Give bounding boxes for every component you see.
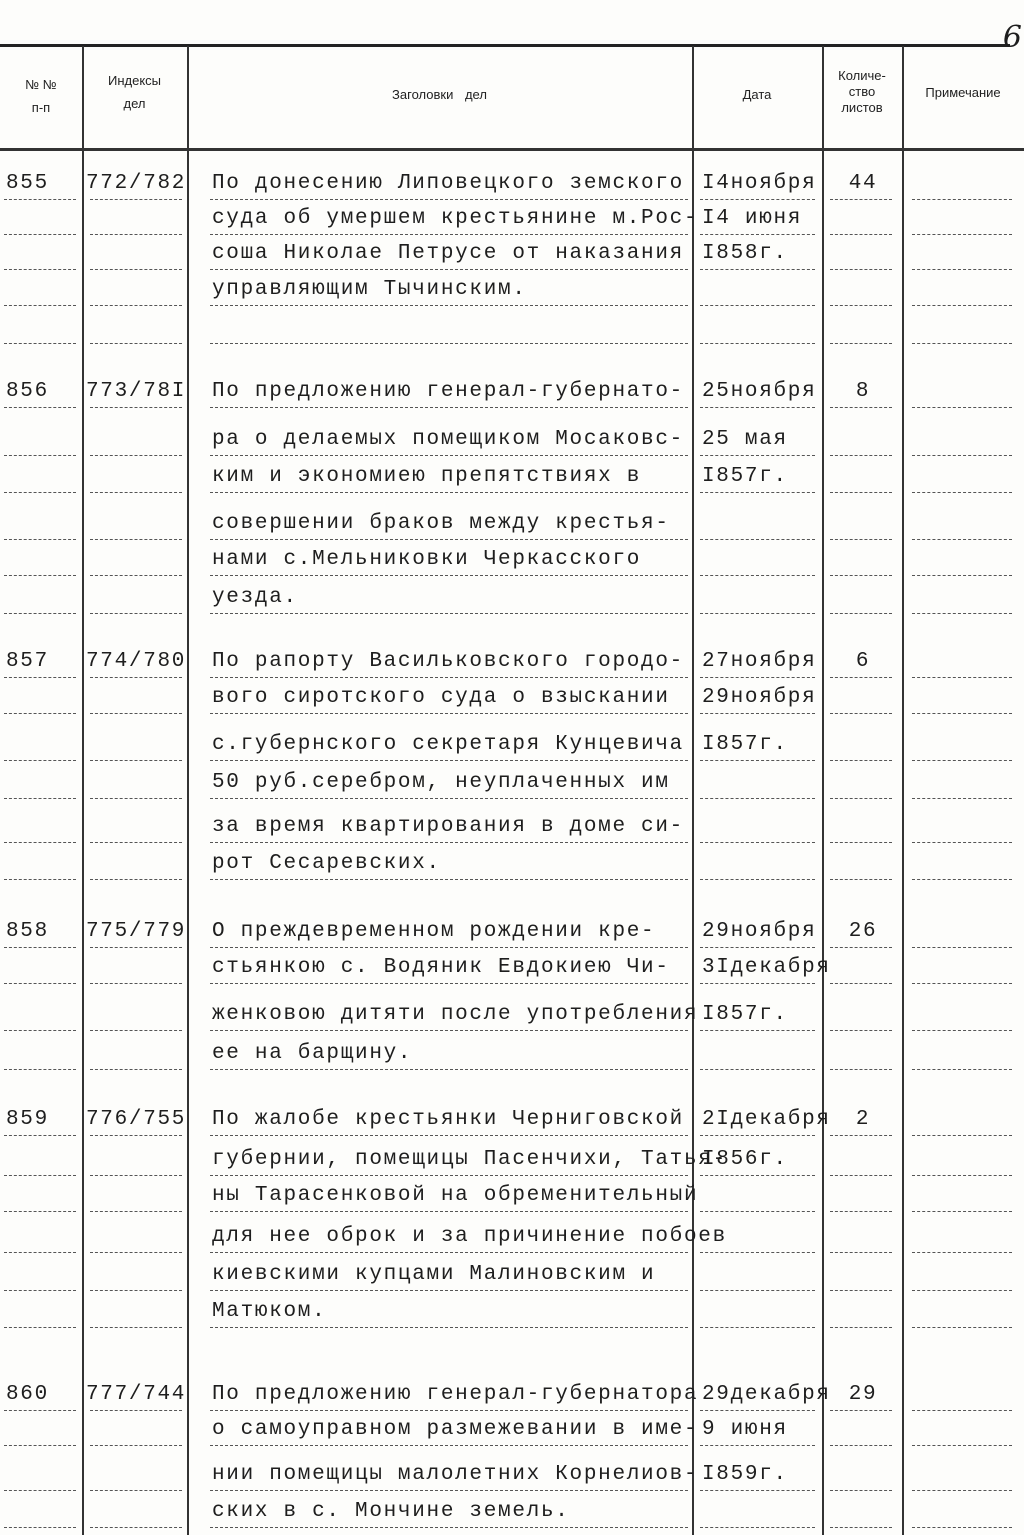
table-top-border bbox=[0, 44, 1010, 47]
ruled-line bbox=[830, 234, 892, 235]
ruled-line bbox=[912, 1410, 1012, 1411]
ruled-line bbox=[830, 713, 892, 714]
entry-date: I857г. bbox=[702, 465, 788, 488]
ruled-line bbox=[90, 492, 182, 493]
ruled-line bbox=[210, 455, 688, 456]
column-divider bbox=[187, 46, 189, 1535]
ruled-line bbox=[912, 947, 1012, 948]
ruled-line bbox=[4, 492, 76, 493]
ruled-line bbox=[210, 1327, 688, 1328]
ruled-line bbox=[700, 1135, 815, 1136]
ruled-line bbox=[912, 575, 1012, 576]
entry-date: 29ноября bbox=[702, 686, 817, 709]
ruled-line bbox=[4, 1135, 76, 1136]
ruled-line bbox=[210, 677, 688, 678]
ruled-line bbox=[830, 1290, 892, 1291]
ruled-line bbox=[90, 983, 182, 984]
ruled-line bbox=[4, 613, 76, 614]
ruled-line bbox=[4, 343, 76, 344]
ruled-line bbox=[90, 1410, 182, 1411]
column-divider bbox=[822, 46, 824, 1535]
ruled-line bbox=[4, 1252, 76, 1253]
ruled-line bbox=[4, 234, 76, 235]
ruled-line bbox=[700, 677, 815, 678]
entry-number: 859 bbox=[6, 1108, 49, 1131]
ruled-line bbox=[90, 842, 182, 843]
ruled-line bbox=[4, 199, 76, 200]
ruled-line bbox=[210, 343, 688, 344]
ruled-line bbox=[700, 455, 815, 456]
ruled-line bbox=[4, 1410, 76, 1411]
entry-date: 25 мая bbox=[702, 428, 788, 451]
entry-title-line: ким и экономиею препятствиях в bbox=[212, 465, 642, 488]
ruled-line bbox=[912, 1211, 1012, 1212]
ruled-line bbox=[210, 842, 688, 843]
entry-sheet-count: 2 bbox=[855, 1108, 871, 1131]
ruled-line bbox=[912, 455, 1012, 456]
ruled-line bbox=[830, 879, 892, 880]
ruled-line bbox=[912, 492, 1012, 493]
entry-title-line: ра о делаемых помещиком Мосаковс- bbox=[212, 428, 684, 451]
ruled-line bbox=[700, 760, 815, 761]
entry-date: I858г. bbox=[702, 242, 788, 265]
ruled-line bbox=[210, 1445, 688, 1446]
ruled-line bbox=[912, 1490, 1012, 1491]
ruled-line bbox=[830, 407, 892, 408]
ruled-line bbox=[830, 1327, 892, 1328]
ruled-line bbox=[912, 713, 1012, 714]
ruled-line bbox=[830, 1069, 892, 1070]
ruled-line bbox=[210, 234, 688, 235]
ruled-line bbox=[4, 879, 76, 880]
ruled-line bbox=[4, 798, 76, 799]
ruled-line bbox=[912, 305, 1012, 306]
ruled-line bbox=[830, 492, 892, 493]
ruled-line bbox=[90, 713, 182, 714]
ruled-line bbox=[90, 1290, 182, 1291]
ruled-line bbox=[700, 539, 815, 540]
entry-title-line: управляющим Тычинским. bbox=[212, 278, 527, 301]
ruled-line bbox=[912, 1445, 1012, 1446]
ruled-line bbox=[700, 1030, 815, 1031]
entry-number: 858 bbox=[6, 920, 49, 943]
ruled-line bbox=[912, 1030, 1012, 1031]
ruled-line bbox=[830, 539, 892, 540]
ruled-line bbox=[210, 713, 688, 714]
header-num bbox=[0, 76, 82, 116]
ruled-line bbox=[4, 305, 76, 306]
ruled-line bbox=[912, 199, 1012, 200]
ruled-line bbox=[90, 1527, 182, 1528]
ruled-line bbox=[4, 1211, 76, 1212]
entry-number: 857 bbox=[6, 650, 49, 673]
ruled-line bbox=[90, 947, 182, 948]
ruled-line bbox=[90, 760, 182, 761]
entry-number: 855 bbox=[6, 172, 49, 195]
ruled-line bbox=[4, 1490, 76, 1491]
entry-title-line: для нее оброк и за причинение побоев bbox=[212, 1225, 727, 1248]
entry-date: I857г. bbox=[702, 733, 788, 756]
ruled-line bbox=[830, 1410, 892, 1411]
ruled-line bbox=[830, 1135, 892, 1136]
ruled-line bbox=[700, 1252, 815, 1253]
header-num-sub: п-п bbox=[31, 100, 51, 115]
entry-index: 772/782 bbox=[86, 172, 187, 195]
ruled-line bbox=[210, 1252, 688, 1253]
ruled-line bbox=[90, 575, 182, 576]
entry-title-line: соша Николае Петрусе от наказания bbox=[212, 242, 684, 265]
ruled-line bbox=[90, 269, 182, 270]
ruled-line bbox=[210, 1527, 688, 1528]
entry-title-line: нами с.Мельниковки Черкасского bbox=[212, 548, 642, 571]
entry-title-line: за время квартирования в доме си- bbox=[212, 815, 684, 838]
entry-title-line: По донесению Липовецкого земского bbox=[212, 172, 684, 195]
ruled-line bbox=[90, 1327, 182, 1328]
entry-title-line: губернии, помещицы Пасенчихи, Татья- bbox=[212, 1148, 727, 1171]
header-date: Дата bbox=[742, 87, 772, 102]
ruled-line bbox=[912, 269, 1012, 270]
ruled-line bbox=[210, 1135, 688, 1136]
entry-title-line: киевскими купцами Малиновским и bbox=[212, 1263, 656, 1286]
ruled-line bbox=[210, 1175, 688, 1176]
entry-title-line: женковою дитяти после употребления bbox=[212, 1003, 699, 1026]
ruled-line bbox=[912, 1527, 1012, 1528]
ruled-line bbox=[912, 1327, 1012, 1328]
entry-title-line: По жалобе крестьянки Черниговской bbox=[212, 1108, 684, 1131]
ruled-line bbox=[700, 199, 815, 200]
ruled-line bbox=[700, 575, 815, 576]
ruled-line bbox=[210, 269, 688, 270]
header-num-label: № № bbox=[25, 77, 57, 92]
entry-title-line: рот Сесаревских. bbox=[212, 852, 441, 875]
ruled-line bbox=[912, 1290, 1012, 1291]
entry-title-line: уезда. bbox=[212, 586, 298, 609]
ruled-line bbox=[700, 1327, 815, 1328]
ruled-line bbox=[912, 613, 1012, 614]
ruled-line bbox=[700, 234, 815, 235]
ruled-line bbox=[830, 1445, 892, 1446]
entry-index: 776/755 bbox=[86, 1108, 187, 1131]
entry-index: 773/78I bbox=[86, 380, 187, 403]
ruled-line bbox=[4, 713, 76, 714]
header-title: Заголовки дел bbox=[392, 87, 487, 102]
column-divider bbox=[902, 46, 904, 1535]
entry-title-line: с.губернского секретаря Кунцевича bbox=[212, 733, 684, 756]
ruled-line bbox=[912, 760, 1012, 761]
entry-date: 29ноября bbox=[702, 920, 817, 943]
ruled-line bbox=[210, 1211, 688, 1212]
ruled-line bbox=[210, 947, 688, 948]
ruled-line bbox=[830, 1211, 892, 1212]
ruled-line bbox=[830, 842, 892, 843]
ruled-line bbox=[90, 798, 182, 799]
ruled-line bbox=[210, 1069, 688, 1070]
ruled-line bbox=[210, 879, 688, 880]
entry-index: 774/780 bbox=[86, 650, 187, 673]
ruled-line bbox=[90, 455, 182, 456]
ruled-line bbox=[4, 677, 76, 678]
ruled-line bbox=[830, 1030, 892, 1031]
ruled-line bbox=[90, 613, 182, 614]
ruled-line bbox=[210, 407, 688, 408]
ruled-line bbox=[700, 1290, 815, 1291]
ruled-line bbox=[90, 677, 182, 678]
ruled-line bbox=[90, 1030, 182, 1031]
entry-index: 777/744 bbox=[86, 1383, 187, 1406]
ruled-line bbox=[210, 798, 688, 799]
ruled-line bbox=[830, 575, 892, 576]
ruled-line bbox=[700, 407, 815, 408]
ruled-line bbox=[700, 842, 815, 843]
ruled-line bbox=[700, 713, 815, 714]
ruled-line bbox=[4, 269, 76, 270]
ruled-line bbox=[830, 1252, 892, 1253]
ruled-line bbox=[4, 1445, 76, 1446]
header-count-3: листов bbox=[841, 100, 883, 115]
entry-date: 25ноября bbox=[702, 380, 817, 403]
ruled-line bbox=[830, 1175, 892, 1176]
ruled-line bbox=[830, 677, 892, 678]
header-index-label: Индексы bbox=[107, 73, 161, 88]
entry-title-line: нии помещицы малолетних Корнелиов- bbox=[212, 1463, 699, 1486]
header-index bbox=[82, 72, 187, 112]
entry-title-line: стьянкою с. Водяник Евдокиею Чи- bbox=[212, 956, 670, 979]
ruled-line bbox=[90, 305, 182, 306]
ruled-line bbox=[4, 539, 76, 540]
ruled-line bbox=[90, 1175, 182, 1176]
ruled-line bbox=[830, 1527, 892, 1528]
ruled-line bbox=[912, 798, 1012, 799]
ruled-line bbox=[830, 798, 892, 799]
entry-sheet-count: 8 bbox=[855, 380, 871, 403]
ruled-line bbox=[830, 305, 892, 306]
ruled-line bbox=[700, 983, 815, 984]
ruled-line bbox=[700, 1211, 815, 1212]
ruled-line bbox=[830, 983, 892, 984]
ruled-line bbox=[210, 983, 688, 984]
header-note: Примечание bbox=[925, 85, 1001, 100]
ruled-line bbox=[830, 947, 892, 948]
ruled-line bbox=[700, 1490, 815, 1491]
ruled-line bbox=[912, 1069, 1012, 1070]
ruled-line bbox=[4, 983, 76, 984]
ruled-line bbox=[912, 1135, 1012, 1136]
entry-title-line: суда об умершем крестьянине м.Рос- bbox=[212, 207, 699, 230]
ruled-line bbox=[912, 1252, 1012, 1253]
ruled-line bbox=[4, 1069, 76, 1070]
entry-title-line: вого сиротского суда о взыскании bbox=[212, 686, 670, 709]
ruled-line bbox=[4, 1030, 76, 1031]
entry-title-line: ее на барщину. bbox=[212, 1042, 413, 1065]
ruled-line bbox=[700, 343, 815, 344]
ruled-line bbox=[90, 1135, 182, 1136]
entry-sheet-count: 26 bbox=[848, 920, 878, 943]
ruled-line bbox=[912, 879, 1012, 880]
entry-title-line: По предложению генерал-губернато- bbox=[212, 380, 684, 403]
entry-title-line: ских в с. Мончине земель. bbox=[212, 1500, 570, 1523]
ruled-line bbox=[4, 1527, 76, 1528]
entry-date: 27ноября bbox=[702, 650, 817, 673]
ruled-line bbox=[210, 492, 688, 493]
ruled-line bbox=[210, 1030, 688, 1031]
ruled-line bbox=[700, 798, 815, 799]
ruled-line bbox=[912, 983, 1012, 984]
ruled-line bbox=[830, 760, 892, 761]
ruled-line bbox=[90, 343, 182, 344]
ruled-line bbox=[4, 1290, 76, 1291]
entry-title-line: По предложению генерал-губернатора bbox=[212, 1383, 699, 1406]
entry-date: 3Iдекабря bbox=[702, 956, 831, 979]
entry-title-line: О преждевременном рождении кре- bbox=[212, 920, 656, 943]
ruled-line bbox=[700, 613, 815, 614]
entry-index: 775/779 bbox=[86, 920, 187, 943]
ruled-line bbox=[90, 879, 182, 880]
ruled-line bbox=[90, 1490, 182, 1491]
entry-number: 860 bbox=[6, 1383, 49, 1406]
ruled-line bbox=[700, 1069, 815, 1070]
ruled-line bbox=[90, 1252, 182, 1253]
ruled-line bbox=[210, 575, 688, 576]
entry-date: I859г. bbox=[702, 1463, 788, 1486]
ruled-line bbox=[90, 199, 182, 200]
entry-title-line: совершении браков между крестья- bbox=[212, 512, 670, 535]
ruled-line bbox=[912, 677, 1012, 678]
ruled-line bbox=[210, 1290, 688, 1291]
ruled-line bbox=[912, 539, 1012, 540]
ruled-line bbox=[830, 269, 892, 270]
header-bottom-border bbox=[0, 148, 1024, 151]
ruled-line bbox=[700, 879, 815, 880]
ruled-line bbox=[700, 1175, 815, 1176]
ruled-line bbox=[90, 234, 182, 235]
entry-number: 856 bbox=[6, 380, 49, 403]
column-divider bbox=[692, 46, 694, 1535]
ruled-line bbox=[830, 455, 892, 456]
entry-date: 9 июня bbox=[702, 1418, 788, 1441]
header-count-1: Количе- bbox=[838, 68, 886, 83]
ruled-line bbox=[830, 613, 892, 614]
ruled-line bbox=[210, 539, 688, 540]
ruled-line bbox=[912, 234, 1012, 235]
entry-date: I4 июня bbox=[702, 207, 803, 230]
ruled-line bbox=[4, 575, 76, 576]
ruled-line bbox=[912, 842, 1012, 843]
entry-title-line: По рапорту Васильковского городо- bbox=[212, 650, 684, 673]
ruled-line bbox=[210, 305, 688, 306]
ruled-line bbox=[912, 343, 1012, 344]
ruled-line bbox=[90, 539, 182, 540]
ruled-line bbox=[912, 407, 1012, 408]
entry-date: I857г. bbox=[702, 1003, 788, 1026]
ruled-line bbox=[830, 1490, 892, 1491]
ruled-line bbox=[700, 305, 815, 306]
entry-sheet-count: 29 bbox=[848, 1383, 878, 1406]
entry-title-line: ны Тарасенковой на обременительный bbox=[212, 1184, 699, 1207]
entry-date: 29декабря bbox=[702, 1383, 831, 1406]
ruled-line bbox=[4, 947, 76, 948]
ruled-line bbox=[700, 1445, 815, 1446]
ruled-line bbox=[912, 1175, 1012, 1176]
ruled-line bbox=[210, 1490, 688, 1491]
page-number: 6 bbox=[1002, 20, 1022, 55]
entry-title-line: Матюком. bbox=[212, 1300, 327, 1323]
header-index-sub: дел bbox=[123, 96, 146, 111]
entry-date: I856г. bbox=[702, 1148, 788, 1171]
ruled-line bbox=[700, 269, 815, 270]
ruled-line bbox=[700, 1527, 815, 1528]
ruled-line bbox=[90, 1069, 182, 1070]
ruled-line bbox=[700, 1410, 815, 1411]
entry-date: I4ноября bbox=[702, 172, 817, 195]
ruled-line bbox=[210, 760, 688, 761]
header-count-2: ство bbox=[848, 84, 876, 99]
ruled-line bbox=[210, 613, 688, 614]
ruled-line bbox=[4, 1175, 76, 1176]
entry-date: 2Iдекабря bbox=[702, 1108, 831, 1131]
ruled-line bbox=[830, 343, 892, 344]
ruled-line bbox=[210, 199, 688, 200]
ruled-line bbox=[700, 947, 815, 948]
entry-sheet-count: 44 bbox=[848, 172, 878, 195]
entry-sheet-count: 6 bbox=[855, 650, 871, 673]
ruled-line bbox=[4, 407, 76, 408]
ruled-line bbox=[90, 1445, 182, 1446]
ruled-line bbox=[4, 455, 76, 456]
ruled-line bbox=[210, 1410, 688, 1411]
ruled-line bbox=[700, 492, 815, 493]
ruled-line bbox=[4, 842, 76, 843]
ruled-line bbox=[830, 199, 892, 200]
column-divider bbox=[82, 46, 84, 1535]
ruled-line bbox=[4, 1327, 76, 1328]
entry-title-line: о самоуправном размежевании в име- bbox=[212, 1418, 699, 1441]
ruled-line bbox=[90, 407, 182, 408]
ruled-line bbox=[90, 1211, 182, 1212]
ruled-line bbox=[4, 760, 76, 761]
entry-title-line: 50 руб.серебром, неуплаченных им bbox=[212, 771, 670, 794]
header-count bbox=[822, 68, 902, 116]
